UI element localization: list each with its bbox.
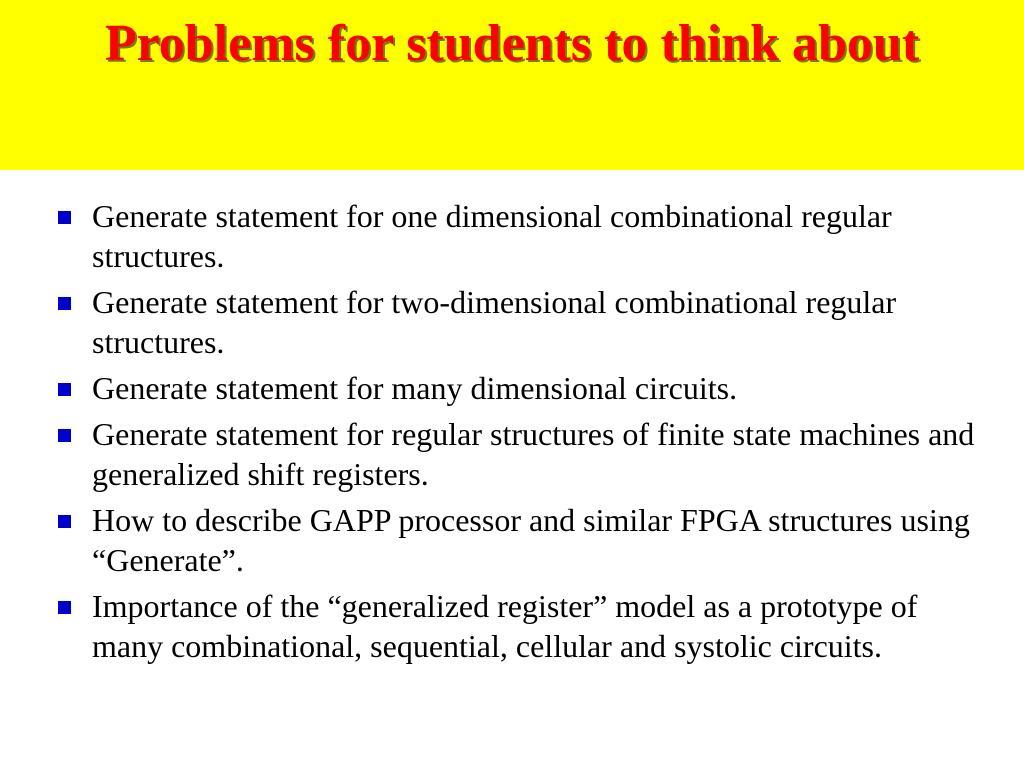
square-bullet-icon [58, 297, 71, 310]
square-bullet-icon [58, 601, 71, 614]
square-bullet-icon [58, 383, 71, 396]
square-bullet-icon [58, 211, 71, 224]
bullet-item [56, 368, 976, 408]
bullet-item [56, 586, 976, 666]
bullet-text: Generate statement for two-dimensional combinational regular structures. [92, 284, 897, 360]
bullet-item [56, 500, 976, 580]
bullet-list [56, 196, 976, 672]
title-band [0, 0, 1024, 170]
bullet-text: How to describe GAPP processor and similar FPGA structures using “Generate”. [92, 502, 970, 578]
bullet-text: Importance of the “generalized register” model as a prototype of many combinational, sequential, cellular and systolic circuits. [92, 588, 918, 664]
bullet-item [56, 196, 976, 276]
bullet-item [56, 282, 976, 362]
bullet-text: Generate statement for one dimensional combinational regular structures. [92, 198, 892, 274]
square-bullet-icon [58, 429, 71, 442]
slide-title: Problems for students to think about [104, 15, 920, 72]
bullet-item [56, 414, 976, 494]
bullet-text: Generate statement for regular structures of finite state machines and generalized shift registers. [92, 416, 975, 492]
bullet-text: Generate statement for many dimensional circuits. [92, 370, 738, 406]
square-bullet-icon [58, 515, 71, 528]
